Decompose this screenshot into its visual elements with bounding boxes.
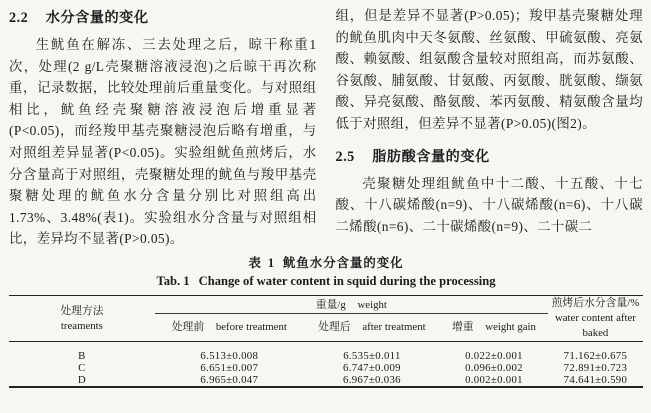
header-water-content-en: water content after baked bbox=[554, 312, 636, 339]
table-row bbox=[9, 342, 643, 363]
cell-after: 6.747±0.009 bbox=[343, 362, 401, 374]
section-number: 2.2 bbox=[9, 10, 29, 26]
table-caption-zh-label: 表 bbox=[248, 256, 262, 270]
section-number: 2.5 bbox=[335, 148, 355, 165]
water-content-paragraph: 生鱿鱼在解冻、三去处理之后，晾干称重1次，处理(2 g/L壳聚糖溶液浸泡)之后晾干再次称重，记录数据，比较处理前后重量变化。与对照组相比，鱿鱼经壳聚糖溶液浸泡后增重显著(P<0.05)，而经羧甲基壳聚糖浸泡后略有增重，与对照组差异显著(P<0.05)。实验组鱿鱼煎烤后，水分含量高于对照组，壳聚糖处理的鱿鱼与羧甲基壳聚糖处理的鱿鱼水分含量分别比对照组高出1.73%、3.48%(表1)。实验组水分含量与对照组相比，差异均不显著(P>0.05)。 bbox=[9, 37, 317, 247]
cell-before: 6.513±0.008 bbox=[200, 350, 259, 362]
table-caption-zh-title: 鱿鱼水分含量的变化 bbox=[283, 256, 404, 270]
table-row bbox=[9, 362, 643, 374]
cell-treatment: D bbox=[9, 374, 155, 387]
right-column bbox=[336, 5, 644, 252]
table-caption-zh bbox=[9, 253, 643, 271]
header-after-treatment bbox=[304, 313, 440, 341]
cell-before: 6.965±0.047 bbox=[155, 374, 304, 387]
cell-water: 71.162±0.675 bbox=[563, 350, 628, 362]
header-treatment-method bbox=[9, 296, 155, 342]
header-weight-group-zh: 重量/g bbox=[315, 298, 346, 311]
section-title: 脂肪酸含量的变化 bbox=[372, 148, 490, 165]
header-water-content-zh: 煎烤后水分含量/% bbox=[551, 297, 640, 309]
header-water-content bbox=[548, 296, 643, 342]
section-heading-2-2 bbox=[9, 7, 317, 27]
header-weight-gain-zh: 增重 bbox=[451, 320, 474, 333]
header-before-treatment-en: before treatment bbox=[215, 320, 287, 333]
cell-before: 6.651±0.007 bbox=[200, 362, 259, 374]
cell-after: 6.535±0.011 bbox=[343, 350, 401, 362]
fatty-acid-paragraph: 壳聚糖处理组鱿鱼中十二酸、十五酸、十七酸、十八碳烯酸(n=9)、十八碳烯酸(n=6)、十八碳二烯酸(n=6)、二十碳烯酸(n=9)、二十碳二 bbox=[335, 175, 643, 234]
table-block bbox=[9, 253, 643, 388]
cell-after: 6.967±0.036 bbox=[304, 374, 440, 387]
table-caption-en-title: Change of water content in squid during the processing bbox=[198, 274, 496, 288]
cell-treatment: B bbox=[78, 350, 86, 362]
header-before-treatment bbox=[155, 313, 304, 341]
cell-treatment: C bbox=[78, 362, 86, 374]
left-column bbox=[9, 5, 317, 252]
table-body bbox=[9, 342, 643, 388]
header-weight-group-en: weight bbox=[357, 298, 387, 311]
header-after-treatment-en: after treatment bbox=[362, 320, 426, 333]
header-after-treatment-zh: 处理后 bbox=[318, 320, 351, 333]
table-row bbox=[9, 374, 643, 387]
amino-acid-paragraph: 组，但是差异不显著(P>0.05)；羧甲基壳聚糖处理的鱿鱼肌肉中天冬氨酸、丝氨酸、甲硫氨酸、亮氨酸、赖氨酸、组氨酸含量较对照组高，而苏氨酸、谷氨酸、脯氨酸、甘氨酸、丙氨酸、胱氨酸、缬氨酸、异亮氨酸、酪氨酸、苯丙氨酸、精氨酸含量均低于对照组，但差异不显著(P>0.05)(图2)。 bbox=[335, 8, 643, 131]
text-columns bbox=[9, 5, 643, 252]
header-weight-gain-en: weight gain bbox=[485, 320, 536, 333]
section-title: 水分含量的变化 bbox=[45, 10, 149, 26]
section-heading-2-5 bbox=[336, 146, 644, 166]
header-row-group bbox=[9, 296, 643, 314]
header-before-treatment-zh: 处理前 bbox=[171, 320, 205, 333]
cell-gain: 0.022±0.001 bbox=[465, 350, 523, 362]
water-content-table bbox=[9, 295, 643, 388]
header-treatment-method-en: treaments bbox=[60, 319, 103, 332]
table-caption-en bbox=[9, 274, 643, 289]
table-caption-number: 1 bbox=[267, 256, 276, 270]
cell-water: 72.891±0.723 bbox=[563, 362, 628, 374]
header-weight-group bbox=[155, 296, 548, 314]
table-caption-en-label: Tab. 1 bbox=[156, 274, 190, 288]
table-header bbox=[9, 296, 643, 342]
header-weight-gain bbox=[440, 313, 548, 341]
cell-gain: 0.096±0.002 bbox=[465, 362, 523, 374]
header-treatment-method-zh: 处理方法 bbox=[60, 304, 104, 317]
cell-water: 74.641±0.590 bbox=[548, 374, 643, 387]
cell-gain: 0.002±0.001 bbox=[440, 374, 548, 387]
